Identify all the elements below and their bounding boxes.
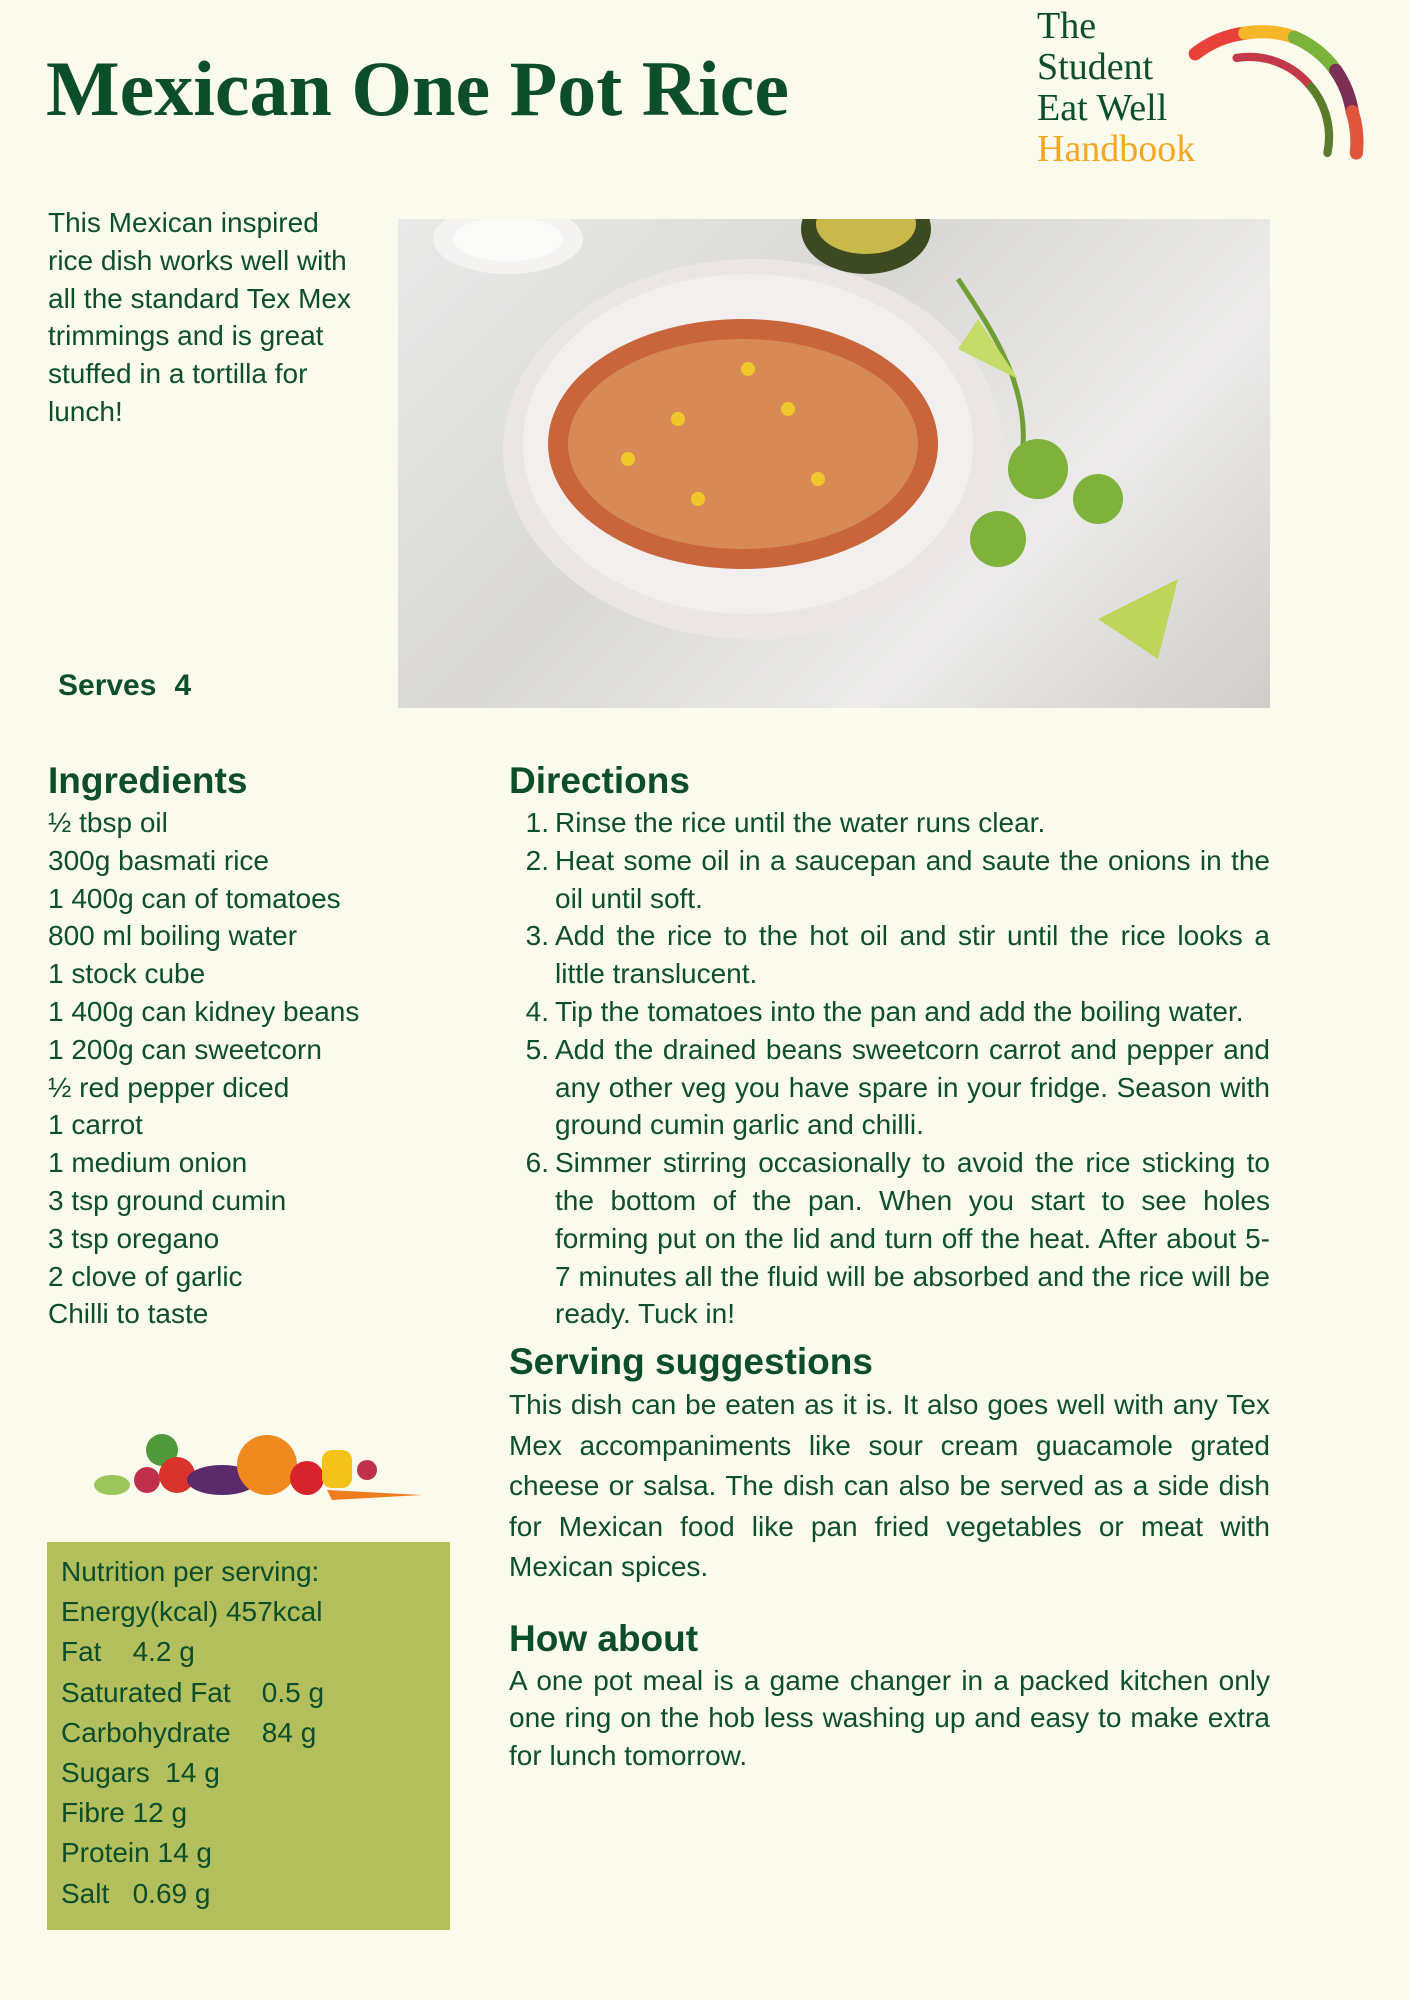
step-text: Add the rice to the hot oil and stir until the rice looks a little translucent. <box>555 920 1270 990</box>
ingredients-list <box>48 804 468 1333</box>
nutrition-row: Energy(kcal) 457kcal <box>61 1596 323 1628</box>
page-title: Mexican One Pot Rice <box>46 45 789 132</box>
logo <box>1037 6 1367 178</box>
nutrition-row: Sugars 14 g <box>61 1757 220 1789</box>
ingredient-item: 3 tsp oregano <box>48 1222 220 1254</box>
step-number: 3. <box>525 920 549 952</box>
serves-label: Serves <box>58 669 157 702</box>
step-text: Simmer stirring occasionally to avoid the rice sticking to the bottom of the pan. When you start to see holes forming put on the lid and turn off the heat. After about 5-7 minutes all the fluid will be absorbed and the rice will be ready. Tuck in! <box>555 1147 1270 1330</box>
nutrition-row: Fat 4.2 g <box>61 1636 195 1668</box>
ingredient-item: 2 clove of garlic <box>48 1260 243 1292</box>
step-text: Add the drained beans sweetcorn carrot and pepper and any other veg you have spare in your fridge. Season with ground cumin garlic and chilli. <box>555 1033 1270 1141</box>
directions-list <box>509 804 1270 1333</box>
dish-photo <box>398 219 1270 708</box>
nutrition-row: Fibre 12 g <box>61 1797 188 1829</box>
nutrition-row: Salt 0.69 g <box>61 1877 211 1909</box>
step-text: Heat some oil in a saucepan and saute the onions in the oil until soft. <box>555 844 1270 914</box>
serving-text: This dish can be eaten as it is. It also goes well with any Tex Mex accompaniments like sour cream guacamole grated cheese or salsa. The dish can also be served as a side dish for Mexican food like pan fried vegetables or meat with Mexican spices. <box>509 1389 1270 1583</box>
ingredient-item: ½ red pepper diced <box>48 1071 290 1103</box>
ingredient-item: 3 tsp ground cumin <box>48 1184 287 1216</box>
ingredient-item: 1 400g can of tomatoes <box>48 882 341 914</box>
logo-text: Handbook <box>1037 128 1196 170</box>
nutrition-row: Carbohydrate 84 g <box>61 1716 317 1748</box>
ingredients-heading: Ingredients <box>48 760 248 801</box>
direction-step <box>509 1031 1270 1144</box>
ingredient-item: 1 stock cube <box>48 958 206 990</box>
intro-text: This Mexican inspired rice dish works well with all the standard Tex Mex trimmings and is great stuffed in a tortilla for lunch! <box>48 207 351 427</box>
ingredient-item: 1 carrot <box>48 1109 143 1141</box>
step-number: 5. <box>525 1033 549 1065</box>
step-number: 4. <box>525 995 549 1027</box>
serves-value: 4 <box>174 669 192 702</box>
nutrition-row: Protein 14 g <box>61 1837 212 1869</box>
ingredient-item: 300g basmati rice <box>48 844 270 876</box>
direction-step <box>509 1144 1270 1333</box>
ingredient-item: Chilli to taste <box>48 1298 209 1330</box>
ingredient-item: 800 ml boiling water <box>48 920 298 952</box>
direction-step <box>509 993 1270 1031</box>
direction-step <box>509 917 1270 993</box>
ingredient-item: ½ tbsp oil <box>48 807 168 838</box>
logo-text: Student <box>1037 46 1154 88</box>
ingredients-section <box>48 758 468 1333</box>
step-number: 1. <box>525 807 549 838</box>
nutrition-heading: Nutrition per serving: <box>61 1556 320 1587</box>
vegetables-illustration <box>87 1420 432 1510</box>
step-text: Tip the tomatoes into the pan and add the boiling water. <box>555 995 1244 1027</box>
serves <box>58 668 209 704</box>
step-text: Rinse the rice until the water runs clear. <box>555 807 1046 838</box>
logo-text: Eat Well <box>1037 87 1168 129</box>
nutrition-row: Saturated Fat 0.5 g <box>61 1676 325 1708</box>
ingredient-item: 1 medium onion <box>48 1147 248 1179</box>
direction-step <box>509 804 1270 842</box>
step-number: 2. <box>525 844 549 876</box>
rice-bowl-image <box>398 219 1270 708</box>
how-about-heading: How about <box>509 1617 699 1659</box>
directions-heading: Directions <box>509 760 690 801</box>
ingredient-item: 1 400g can kidney beans <box>48 995 360 1027</box>
how-about-text: A one pot meal is a game changer in a packed kitchen only one ring on the hob less washing up and easy to make extra for lunch tomorrow. <box>509 1664 1270 1772</box>
ingredient-item: 1 200g can sweetcorn <box>48 1033 322 1065</box>
step-number: 6. <box>525 1147 549 1179</box>
nutrition-box <box>47 1542 450 1930</box>
serving-heading: Serving suggestions <box>509 1341 873 1383</box>
direction-step <box>509 842 1270 918</box>
logo-text: The <box>1037 5 1097 47</box>
method-column <box>509 758 1270 1775</box>
